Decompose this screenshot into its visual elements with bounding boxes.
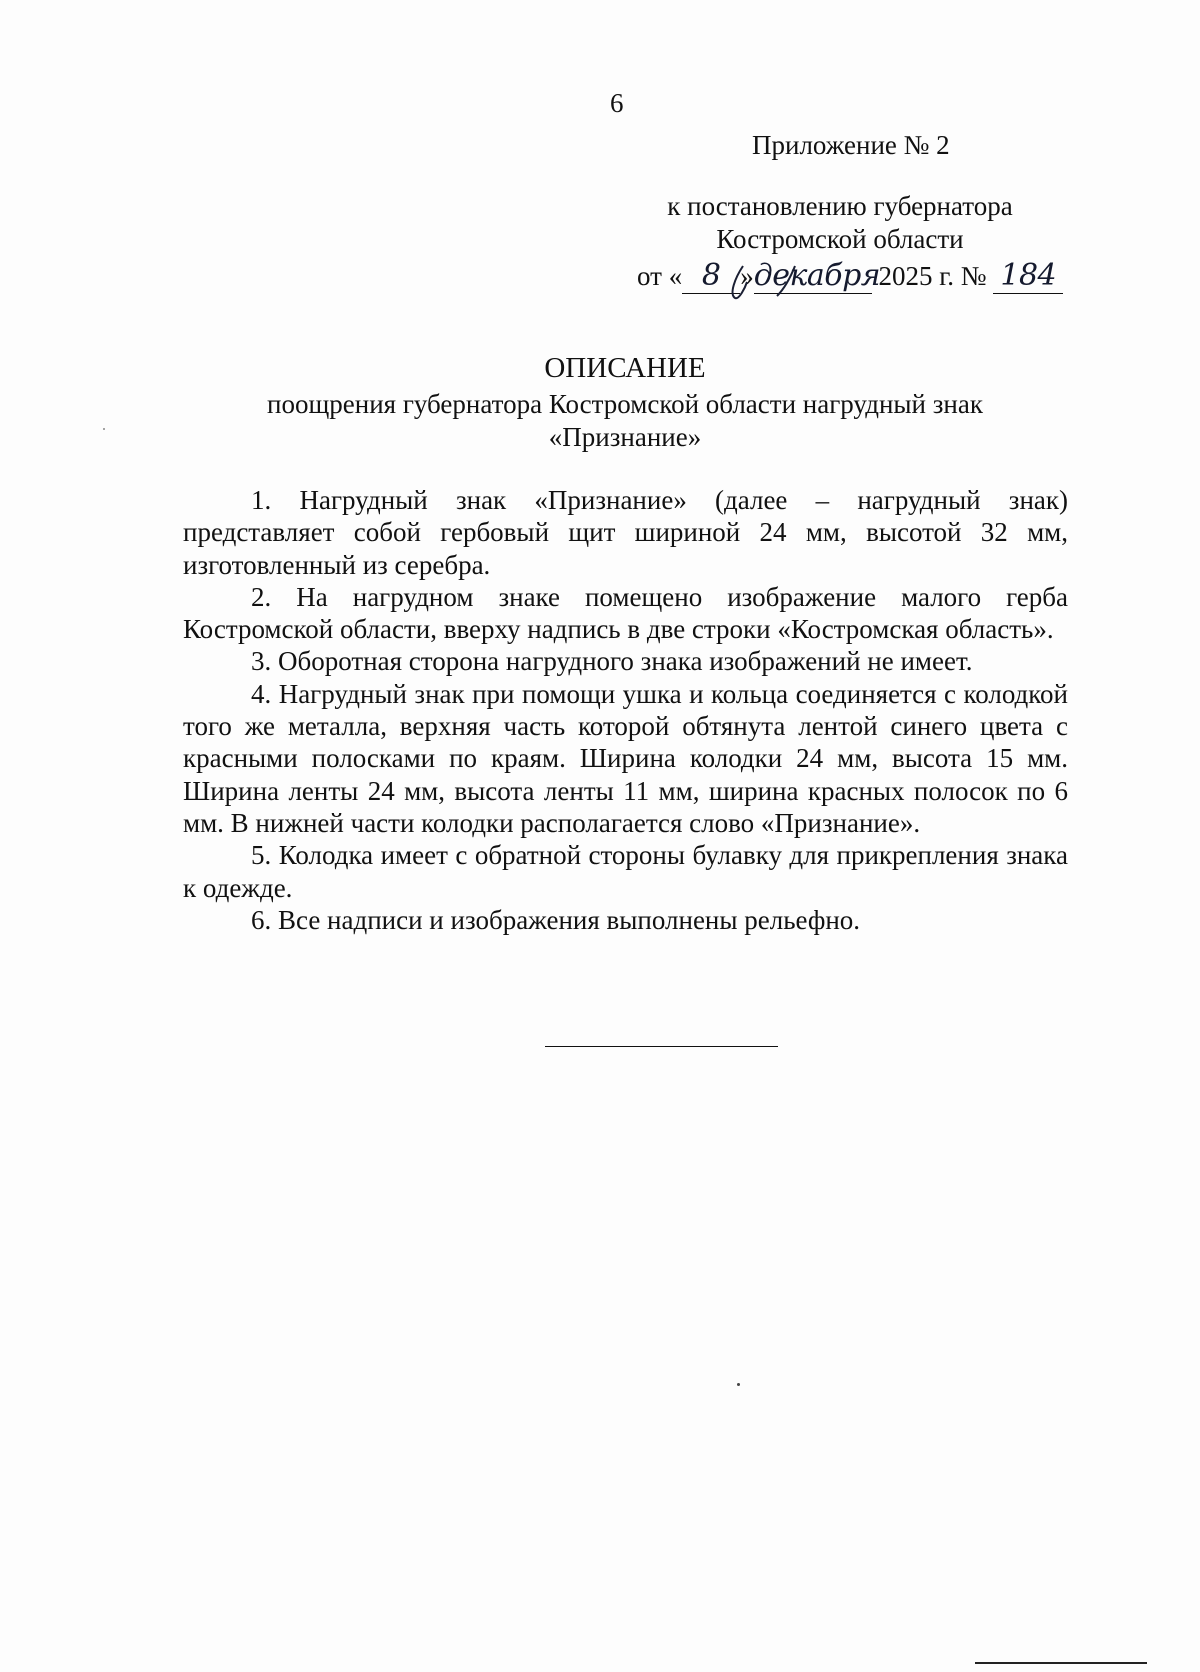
- paragraph-4: 4. Нагрудный знак при помощи ушка и кольца соединяется с колодкой того же металла, верхняя часть которой обтянута лентой синего цвета с красными полосками по краям. Ширина колодки 24 мм, высота 15 мм. Ширина ленты 24 мм, высота ленты 11 мм, ширина красных полосок по 6 мм. В нижней части колодки располагается слово «Признание».: [183, 678, 1068, 838]
- paragraph-1: 1. Нагрудный знак «Признание» (далее – нагрудный знак) представляет собой гербовый щит шириной 24 мм, высотой 32 мм, изготовленный из серебра.: [183, 485, 1068, 580]
- paragraph-5: 5. Колодка имеет с обратной стороны булавку для прикрепления знака к одежде.: [183, 840, 1068, 903]
- date-day-handwritten: 8: [701, 258, 721, 293]
- handwritten-stroke: [725, 258, 835, 318]
- document-subheading: [0, 388, 1200, 454]
- subheading-line-1: поощрения губернатора Костромской области нагрудный знак: [267, 389, 983, 419]
- scan-speck: [103, 428, 105, 430]
- date-year: 2025 г. №: [878, 261, 987, 291]
- decree-line-1: к постановлению губернатора: [667, 191, 1013, 221]
- decree-reference: [620, 190, 1060, 256]
- subheading-line-2: «Признание»: [548, 422, 702, 452]
- date-prefix: от «: [637, 261, 683, 291]
- decree-number-handwritten: 184: [1000, 258, 1057, 293]
- date-mid: »: [740, 261, 754, 291]
- paragraph-2: 2. На нагрудном знаке помещено изображение малого герба Костромской области, вверху надпись в две строки «Костромская область».: [183, 581, 1068, 645]
- appendix-title: Приложение № 2: [752, 130, 950, 160]
- decree-date-line: [637, 258, 1063, 294]
- scan-speck: [737, 1383, 740, 1386]
- decree-number-field: [993, 258, 1063, 294]
- paragraph-3: 3. Оборотная сторона нагрудного знака изображений не имеет.: [251, 646, 973, 677]
- closing-divider: [545, 1046, 778, 1047]
- document-body: [183, 484, 1068, 936]
- document-heading: ОПИСАНИЕ: [544, 352, 706, 384]
- paragraph-6: 6. Все надписи и изображения выполнены рельефно.: [251, 904, 861, 935]
- page-edge-rule: [975, 1662, 1147, 1664]
- page-number: 6: [610, 88, 624, 118]
- date-month-handwritten: декабря: [753, 258, 881, 293]
- decree-line-2: Костромской области: [716, 224, 964, 254]
